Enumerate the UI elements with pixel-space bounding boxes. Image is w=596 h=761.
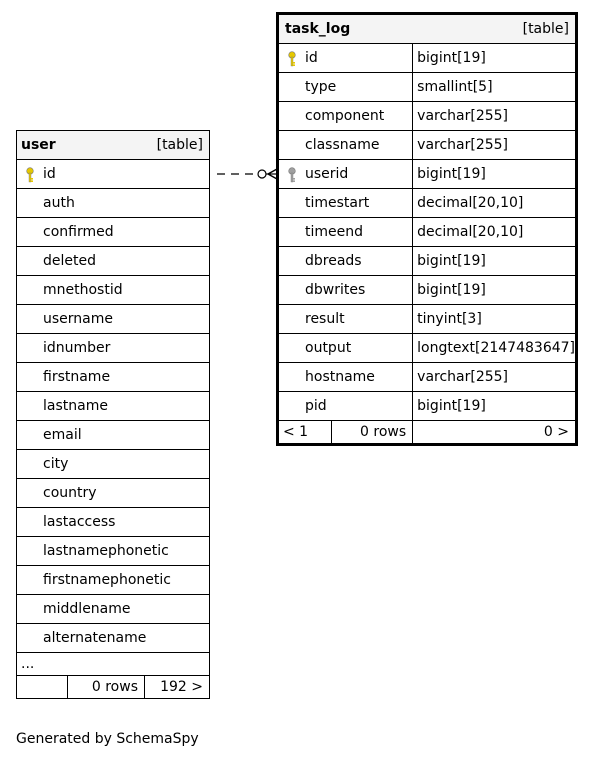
primary-key-icon <box>25 167 35 183</box>
column-row <box>17 160 210 189</box>
column-name-text: result <box>305 311 345 327</box>
column-name <box>278 334 413 363</box>
column-row <box>278 160 577 189</box>
column-row <box>278 102 577 131</box>
table-header <box>17 131 210 160</box>
column-name <box>17 247 210 276</box>
table-title <box>17 131 210 160</box>
column-row <box>278 363 577 392</box>
column-name <box>17 450 210 479</box>
column-name-text: id <box>305 50 318 66</box>
column-name-text: hostname <box>305 369 375 385</box>
column-name <box>17 305 210 334</box>
column-type: bigint[19] <box>413 247 577 276</box>
column-name <box>17 566 210 595</box>
column-name <box>17 624 210 653</box>
column-row <box>17 450 210 479</box>
column-name <box>17 363 210 392</box>
column-name-text: auth <box>43 195 75 211</box>
column-type: tinyint[3] <box>413 305 577 334</box>
column-name-text: timeend <box>305 224 364 240</box>
column-name <box>278 247 413 276</box>
column-row <box>278 73 577 102</box>
column-row <box>17 334 210 363</box>
column-name-text: component <box>305 108 385 124</box>
column-name <box>278 73 413 102</box>
column-row <box>278 392 577 421</box>
column-name <box>17 421 210 450</box>
column-type: decimal[20,10] <box>413 218 577 247</box>
table-kind: [table] <box>522 21 569 37</box>
footer-row-count: 0 rows <box>331 421 412 445</box>
column-name-text: lastaccess <box>43 514 116 530</box>
footer-row-count: 0 rows <box>68 676 145 699</box>
column-name-text: pid <box>305 398 327 414</box>
task-log-table <box>276 12 578 446</box>
column-name <box>17 392 210 421</box>
footer-children: 0 > <box>413 421 577 445</box>
column-type: smallint[5] <box>413 73 577 102</box>
column-name <box>17 479 210 508</box>
table-title <box>278 14 577 44</box>
column-name <box>278 218 413 247</box>
column-name-text: dbwrites <box>305 282 366 298</box>
column-name-text: userid <box>305 166 349 182</box>
footer-parents: < 1 <box>278 421 332 445</box>
footer-children: 192 > <box>145 676 210 699</box>
column-name-text: deleted <box>43 253 96 269</box>
column-name <box>278 305 413 334</box>
column-name-text: timestart <box>305 195 370 211</box>
column-row <box>17 479 210 508</box>
column-name-text: lastname <box>43 398 108 414</box>
column-name-text: type <box>305 79 337 95</box>
column-name <box>278 160 413 189</box>
column-name-text: middlename <box>43 601 131 617</box>
primary-key-icon <box>287 51 297 67</box>
column-row <box>17 595 210 624</box>
column-name-text: id <box>43 166 56 182</box>
column-row <box>278 131 577 160</box>
column-name-text: alternatename <box>43 630 147 646</box>
column-name <box>278 276 413 305</box>
column-name-text: classname <box>305 137 380 153</box>
column-name <box>17 508 210 537</box>
column-name <box>278 131 413 160</box>
column-row <box>17 305 210 334</box>
column-name <box>17 218 210 247</box>
column-row <box>17 276 210 305</box>
column-type: longtext[2147483647] <box>413 334 577 363</box>
column-row <box>17 189 210 218</box>
column-name-text: email <box>43 427 82 443</box>
table-footer <box>17 676 210 699</box>
more-columns-ellipsis: ... <box>17 653 210 676</box>
column-name <box>17 537 210 566</box>
column-row <box>278 276 577 305</box>
column-name <box>17 160 210 189</box>
table-name: user <box>21 137 56 153</box>
column-type: bigint[19] <box>413 44 577 73</box>
column-name <box>278 189 413 218</box>
column-row <box>278 44 577 73</box>
foreign-key-icon <box>287 167 297 183</box>
column-row <box>17 624 210 653</box>
column-row <box>17 508 210 537</box>
table-header <box>278 14 577 44</box>
column-name-text: username <box>43 311 113 327</box>
column-name-text: mnethostid <box>43 282 123 298</box>
column-row <box>278 218 577 247</box>
column-name <box>278 102 413 131</box>
footer-parents <box>17 676 68 699</box>
column-name <box>17 595 210 624</box>
column-row <box>17 218 210 247</box>
column-row <box>17 247 210 276</box>
column-row <box>17 566 210 595</box>
column-row <box>278 189 577 218</box>
column-name <box>17 334 210 363</box>
user-table <box>16 130 210 699</box>
column-name-text: lastnamephonetic <box>43 543 169 559</box>
column-row <box>17 363 210 392</box>
table-footer <box>278 421 577 445</box>
more-columns-row <box>17 653 210 676</box>
generated-by-label: Generated by SchemaSpy <box>16 731 199 747</box>
column-name-text: firstname <box>43 369 111 385</box>
column-type: bigint[19] <box>413 392 577 421</box>
column-name <box>278 392 413 421</box>
column-name-text: city <box>43 456 69 472</box>
table-name: task_log <box>285 21 351 37</box>
column-type: decimal[20,10] <box>413 189 577 218</box>
column-name <box>17 276 210 305</box>
column-row <box>17 392 210 421</box>
column-row <box>278 247 577 276</box>
column-row <box>17 421 210 450</box>
column-row <box>278 305 577 334</box>
column-name <box>278 363 413 392</box>
column-name-text: confirmed <box>43 224 114 240</box>
column-name <box>17 189 210 218</box>
column-type: varchar[255] <box>413 363 577 392</box>
column-row <box>278 334 577 363</box>
column-name-text: firstnamephonetic <box>43 572 171 588</box>
column-type: varchar[255] <box>413 131 577 160</box>
column-type: bigint[19] <box>413 160 577 189</box>
column-name-text: dbreads <box>305 253 362 269</box>
column-row <box>17 537 210 566</box>
column-name <box>278 44 413 73</box>
column-type: varchar[255] <box>413 102 577 131</box>
column-type: bigint[19] <box>413 276 577 305</box>
column-name-text: idnumber <box>43 340 111 356</box>
column-name-text: output <box>305 340 352 356</box>
column-name-text: country <box>43 485 97 501</box>
table-kind: [table] <box>156 137 203 153</box>
